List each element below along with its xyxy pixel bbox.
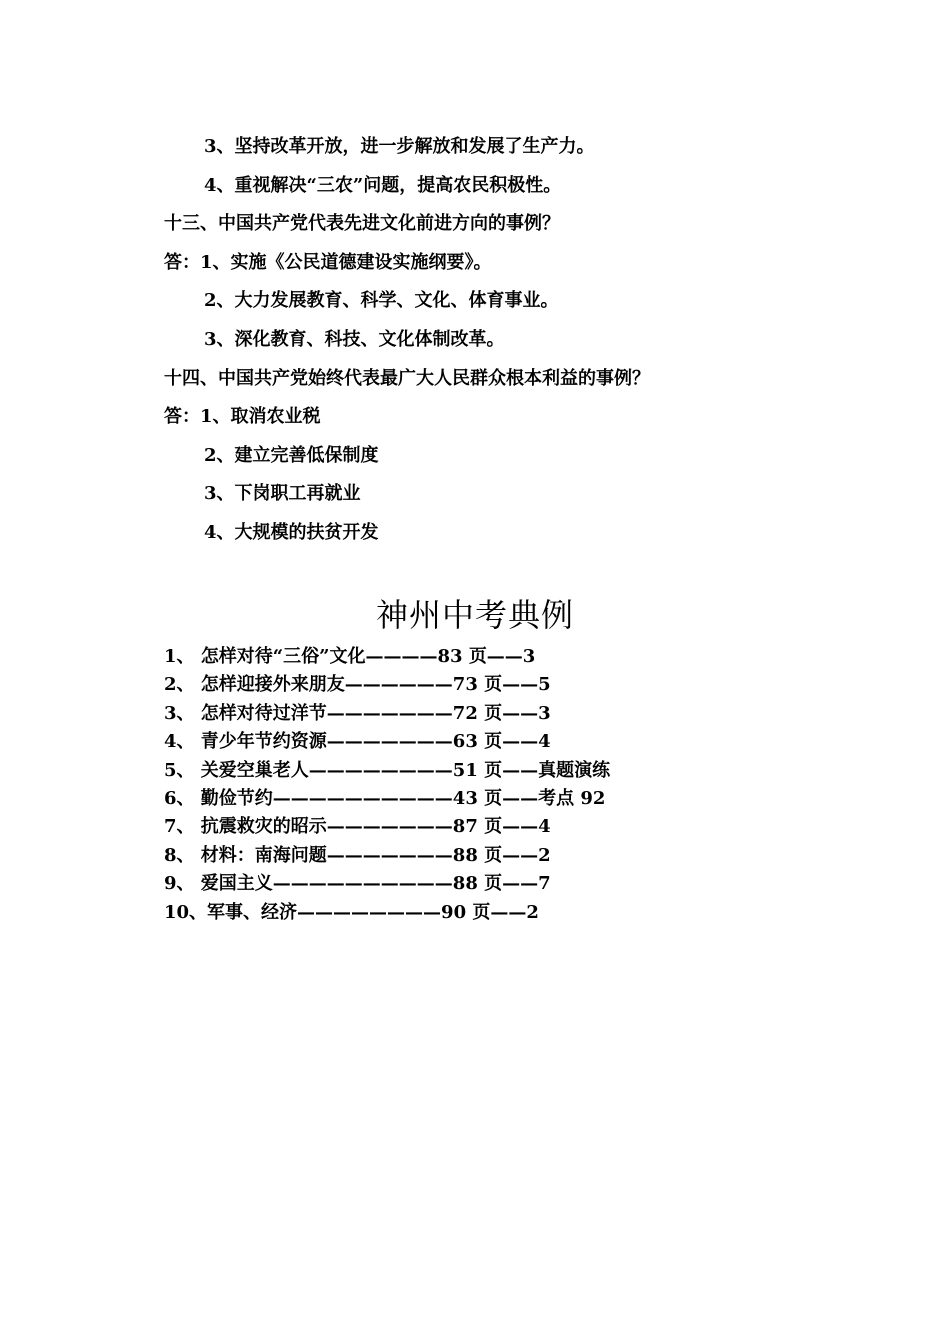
answer-section xyxy=(164,128,804,553)
list-item: 4、 青少年节约资源———————63 页——4 xyxy=(164,731,551,753)
question-heading-13: 十三、中国共产党代表先进文化前进方向的事例？ xyxy=(164,213,560,235)
list-item: 7、 抗震救灾的昭示———————87 页——4 xyxy=(164,816,551,838)
answer-line: 答：1、取消农业税 xyxy=(164,406,321,428)
example-index-list xyxy=(164,643,804,927)
list-item: 10、军事、经济————————90 页——2 xyxy=(164,901,539,923)
question-heading-14: 十四、中国共产党始终代表最广大人民群众根本利益的事例？ xyxy=(164,367,650,389)
list-item: 3、 怎样对待过洋节———————72 页——3 xyxy=(164,702,551,724)
list-item: 8、 材料：南海问题———————88 页——2 xyxy=(164,844,551,866)
list-item: 5、 关爱空巢老人————————51 页——真题演练 xyxy=(164,759,611,781)
answer-line: 2、大力发展教育、科学、文化、体育事业。 xyxy=(204,290,559,312)
list-item: 2、 怎样迎接外来朋友——————73 页——5 xyxy=(164,674,551,696)
answer-line: 3、下岗职工再就业 xyxy=(204,483,361,505)
list-item: 6、 勤俭节约——————————43 页——考点 92 xyxy=(164,787,606,809)
answer-line: 3、坚持改革开放，进一步解放和发展了生产力。 xyxy=(204,136,595,157)
answer-line: 4、重视解决“三农”问题，提高农民积极性。 xyxy=(204,174,562,196)
answer-line: 3、深化教育、科技、文化体制改革。 xyxy=(204,328,505,350)
list-item: 1、 怎样对待“三俗”文化————83 页——3 xyxy=(164,646,536,667)
answer-line: 2、建立完善低保制度 xyxy=(204,444,379,466)
answer-line: 4、大规模的扶贫开发 xyxy=(204,521,379,543)
list-item: 9、 爱国主义——————————88 页——7 xyxy=(164,873,551,895)
answer-line: 答：1、实施《公民道德建设实施纲要》。 xyxy=(164,251,492,273)
section-title: 神州中考典例 xyxy=(375,596,574,634)
